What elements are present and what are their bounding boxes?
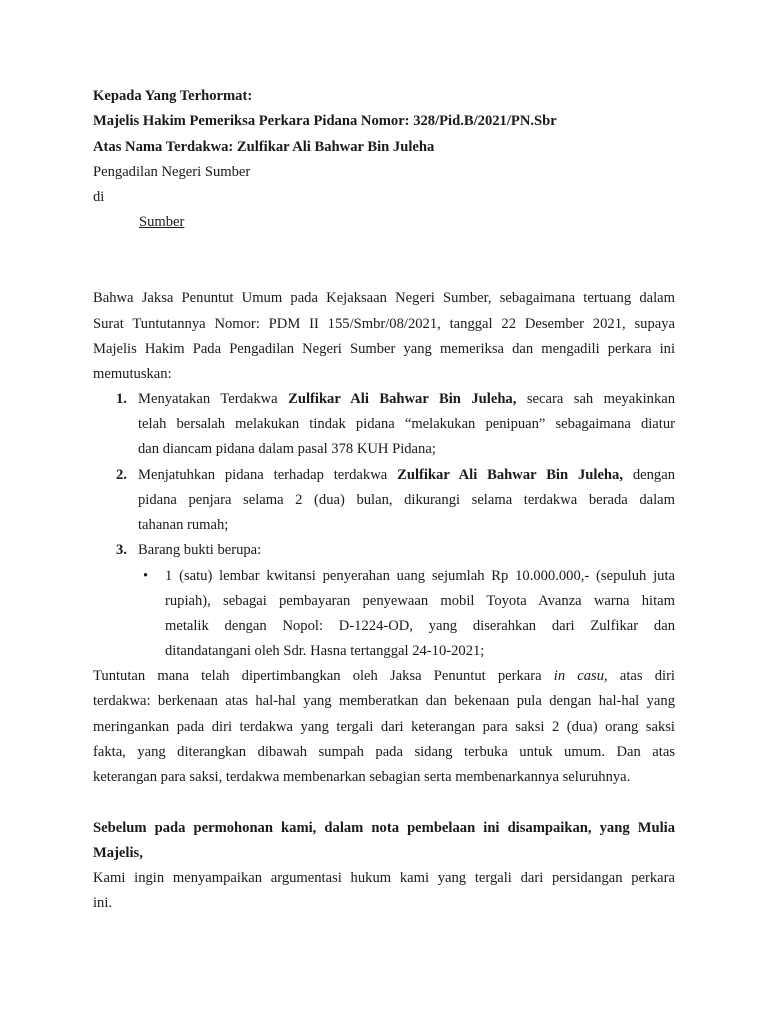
court-line: Pengadilan Negeri Sumber	[93, 164, 251, 180]
item-1-line-1: Menyatakan Terdakwa Zulfikar Ali Bahwar Bin Juleha, secara sah meyakinkan	[138, 391, 676, 407]
evidence-line-2: rupiah), sebagai pembayaran penyewaan mobil Toyota Avanza warna hitam	[165, 593, 675, 609]
intro-line-2: Surat Tuntutannya Nomor: PDM II 155/Smbr/08/2021, tanggal 22 Desember 2021, supaya	[93, 316, 675, 332]
item-1-line-3: dan diancam pidana dalam pasal 378 KUH Pidana;	[138, 441, 436, 457]
consideration-line-1: Tuntutan mana telah dipertimbangkan oleh Jaksa Penuntut perkara in casu, atas diri	[93, 668, 675, 684]
item-1-line-2: telah bersalah melakukan tindak pidana “melakukan penipuan” sebagaimana diatur	[138, 416, 675, 432]
item-number-1: 1.	[116, 391, 127, 407]
city-line: Sumber	[139, 214, 185, 230]
evidence-line-3: metalik dengan Nopol: D-1224-OD, yang diserahkan dari Zulfikar dan	[165, 618, 675, 634]
item-2-line-1: Menjatuhkan pidana terhadap terdakwa Zulfikar Ali Bahwar Bin Juleha, dengan	[138, 467, 675, 483]
item-3-line-1: Barang bukti berupa:	[138, 542, 262, 558]
intro-line-3: Majelis Hakim Pada Pengadilan Negeri Sumber yang memeriksa dan mengadili perkara ini	[93, 341, 675, 357]
item-number-2: 2.	[116, 467, 127, 483]
closing-line-2: ini.	[93, 895, 113, 911]
defendant-line: Atas Nama Terdakwa: Zulfikar Ali Bahwar Bin Juleha	[93, 139, 435, 155]
item-2-line-3: tahanan rumah;	[138, 517, 229, 533]
closing-bold-line-1: Sebelum pada permohonan kami, dalam nota pembelaan ini disampaikan, yang Mulia	[93, 820, 675, 836]
intro-line-4: memutuskan:	[93, 366, 172, 382]
evidence-line-4: ditandatangani oleh Sdr. Hasna tertanggal 24-10-2021;	[165, 643, 485, 659]
consideration-line-3: meringankan pada diri terdakwa yang tergali dari keterangan para saksi 2 (dua) orang saksi	[93, 719, 675, 735]
closing-line-1: Kami ingin menyampaikan argumentasi hukum kami yang tergali dari persidangan perkara	[93, 870, 675, 886]
item-2-line-2: pidana penjara selama 2 (dua) bulan, dikurangi selama terdakwa berada dalam	[138, 492, 675, 508]
intro-line-1: Bahwa Jaksa Penuntut Umum pada Kejaksaan Negeri Sumber, sebagaimana tertuang dalam	[93, 290, 675, 306]
di-line: di	[93, 189, 105, 205]
bullet-icon: •	[143, 568, 149, 584]
closing-bold-line-2: Majelis,	[93, 845, 143, 861]
consideration-line-4: fakta, yang diterangkan dibawah sumpah pada sidang terbuka untuk umum. Dan atas	[93, 744, 675, 760]
evidence-line-1: 1 (satu) lembar kwitansi penyerahan uang sejumlah Rp 10.000.000,- (sepuluh juta	[165, 568, 675, 584]
item-number-3: 3.	[116, 542, 127, 558]
consideration-line-2: terdakwa: berkenaan atas hal-hal yang memberatkan dan bekenaan pula dengan hal-hal yang	[93, 693, 675, 709]
judges-line: Majelis Hakim Pemeriksa Perkara Pidana Nomor: 328/Pid.B/2021/PN.Sbr	[93, 113, 557, 129]
addressee-line: Kepada Yang Terhormat:	[93, 88, 253, 104]
consideration-line-5: keterangan para saksi, terdakwa membenarkan sebagian serta membenarkannya seluruhnya.	[93, 769, 631, 785]
